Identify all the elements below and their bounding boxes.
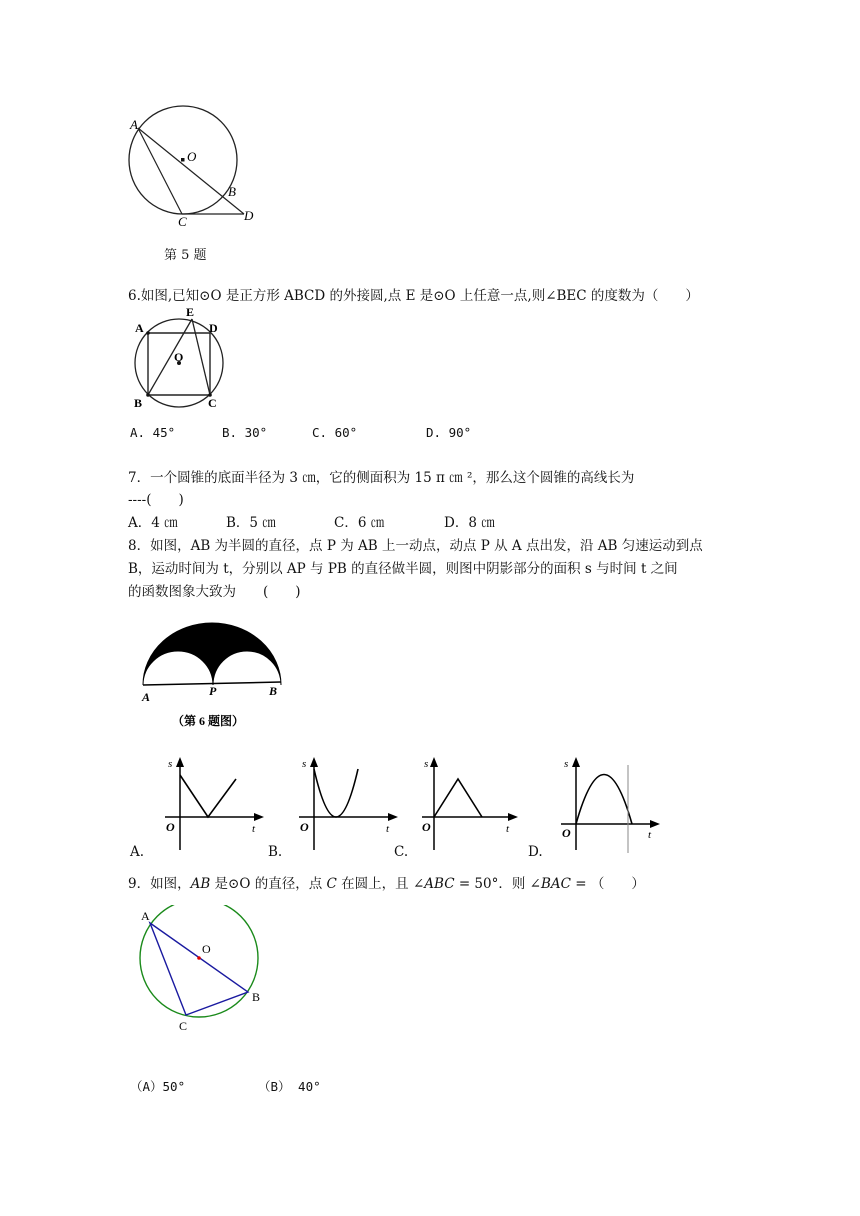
q6-label-e: E xyxy=(186,305,195,319)
q7-option-b: B．5 ㎝ xyxy=(226,515,276,531)
q6-label-c: C xyxy=(208,396,217,410)
axis-x-arrow xyxy=(254,813,264,821)
q8-graph-a xyxy=(160,755,268,855)
q9-option-b: （B） 40° xyxy=(258,1079,321,1094)
axis-y-arrow xyxy=(430,757,438,767)
q5-label-a: A xyxy=(130,117,138,132)
q8-label-a: A xyxy=(142,690,151,704)
q6-option-c: C. 60° xyxy=(312,425,358,440)
label-s: s xyxy=(168,758,173,770)
q8-graph-b xyxy=(294,755,402,855)
q9-c: C xyxy=(326,876,337,892)
label-t: t xyxy=(386,823,390,835)
label-s: s xyxy=(424,758,429,770)
q9-triangle xyxy=(150,923,248,1015)
label-s: s xyxy=(302,758,307,770)
q9-label-a: A xyxy=(141,909,150,923)
curve xyxy=(180,775,236,817)
q8-stem-line1: 8．如图，AB 为半圆的直径，点 P 为 AB 上一动点，动点 P 从 A 点出发，沿 AB 匀速运动到点 xyxy=(128,538,703,554)
q5-caption: 第 5 题 xyxy=(164,248,207,263)
q8-figure xyxy=(136,615,296,735)
label-o: O xyxy=(422,820,431,834)
q6-figure xyxy=(128,305,230,410)
q9-circle xyxy=(140,905,261,1017)
axis-x-arrow xyxy=(388,813,398,821)
q7-option-c: C．6 ㎝ xyxy=(334,515,385,531)
q7-stem-line1: 7．一个圆锥的底面半径为 3 ㎝，它的侧面积为 15 π ㎝ ²，那么这个圆锥的高线长为 xyxy=(128,470,635,486)
q9-label-c: C xyxy=(179,1019,188,1033)
curve xyxy=(434,779,482,817)
q6-option-b: B. 30° xyxy=(222,425,268,440)
label-t: t xyxy=(648,829,652,841)
q8-stem-line2: B，运动时间为 t，分别以 AP 与 PB 的直径做半圆，则图中阴影部分的面积 s 与时间 t 之间 xyxy=(128,561,678,577)
q9-ab: AB xyxy=(190,876,211,892)
q9-angle-abc: ∠ABC xyxy=(412,876,455,892)
label-t: t xyxy=(252,823,256,835)
q9-label-b: B xyxy=(252,990,261,1004)
q8-stem-line3: 的函数图象大致为 ( ) xyxy=(128,584,301,600)
axis-y-arrow xyxy=(572,757,580,767)
q5-label-o: O xyxy=(187,149,197,164)
axis-x-arrow xyxy=(650,820,660,828)
label-t: t xyxy=(506,823,510,835)
q6-point-a xyxy=(146,331,150,335)
q8-label-p: P xyxy=(209,684,217,698)
q8-label-b: B xyxy=(269,684,278,698)
label-s: s xyxy=(564,758,569,770)
q5-figure xyxy=(126,102,266,232)
q5-label-b: B xyxy=(228,184,236,199)
axis-x-arrow xyxy=(508,813,518,821)
q6-label-a: A xyxy=(135,321,144,335)
q5-center-dot xyxy=(181,158,185,162)
q7-option-a: A．4 ㎝ xyxy=(128,515,178,531)
label-o: O xyxy=(562,826,571,840)
q9-stem xyxy=(128,874,645,894)
q6-option-d: D. 90° xyxy=(426,425,472,440)
q6-label-d: D xyxy=(209,321,218,335)
q9-prefix: 9．如图， xyxy=(128,876,191,892)
q9-mid1: 是⊙O 的直径，点 xyxy=(210,876,327,892)
q9-center-dot xyxy=(197,956,201,960)
q8-option-b: B. xyxy=(268,844,283,860)
q6-stem: 6.如图,已知⊙O 是正方形 ABCD 的外接圆,点 E 是⊙O 上任意一点,则∠BEC 的度数为（ ） xyxy=(128,288,699,304)
q8-option-d: D. xyxy=(528,844,543,860)
q8-option-a: A. xyxy=(130,844,145,860)
q5-line-ad xyxy=(138,128,244,214)
axis-y-arrow xyxy=(176,757,184,767)
label-o: O xyxy=(166,820,175,834)
q6-line-eb xyxy=(148,319,192,395)
q7-stem-line2: ----( ) xyxy=(128,492,184,508)
q7-option-d: D．8 ㎝ xyxy=(444,515,495,531)
q5-line-ac xyxy=(138,128,182,214)
q6-point-b xyxy=(146,393,150,397)
q6-line-ec xyxy=(192,319,210,395)
q9-label-o: O xyxy=(202,942,211,956)
q8-option-c: C. xyxy=(394,844,409,860)
q9-mid2: 在圆上，且 xyxy=(336,876,413,892)
q9-angle-bac: ∠BAC xyxy=(529,876,571,892)
q5-label-d: D xyxy=(244,208,254,223)
axis-y-arrow xyxy=(310,757,318,767)
q8-shaded-region xyxy=(143,623,281,685)
curve xyxy=(314,769,358,817)
q8-figure-caption: （第 6 题图） xyxy=(172,714,245,728)
q6-label-b: B xyxy=(134,396,143,410)
q5-label-c: C xyxy=(178,214,187,229)
q8-graph-c xyxy=(420,755,528,855)
q9-mid3: = 50°．则 xyxy=(454,876,530,892)
q6-option-a: A. 45° xyxy=(130,425,176,440)
curve xyxy=(576,775,632,825)
q6-label-o: O xyxy=(174,350,184,364)
q9-figure xyxy=(134,905,274,1035)
q9-option-a: （A）50° xyxy=(130,1079,186,1094)
q8-graph-d xyxy=(556,755,666,855)
q9-suffix: = （ ） xyxy=(570,876,645,892)
label-o: O xyxy=(300,820,309,834)
